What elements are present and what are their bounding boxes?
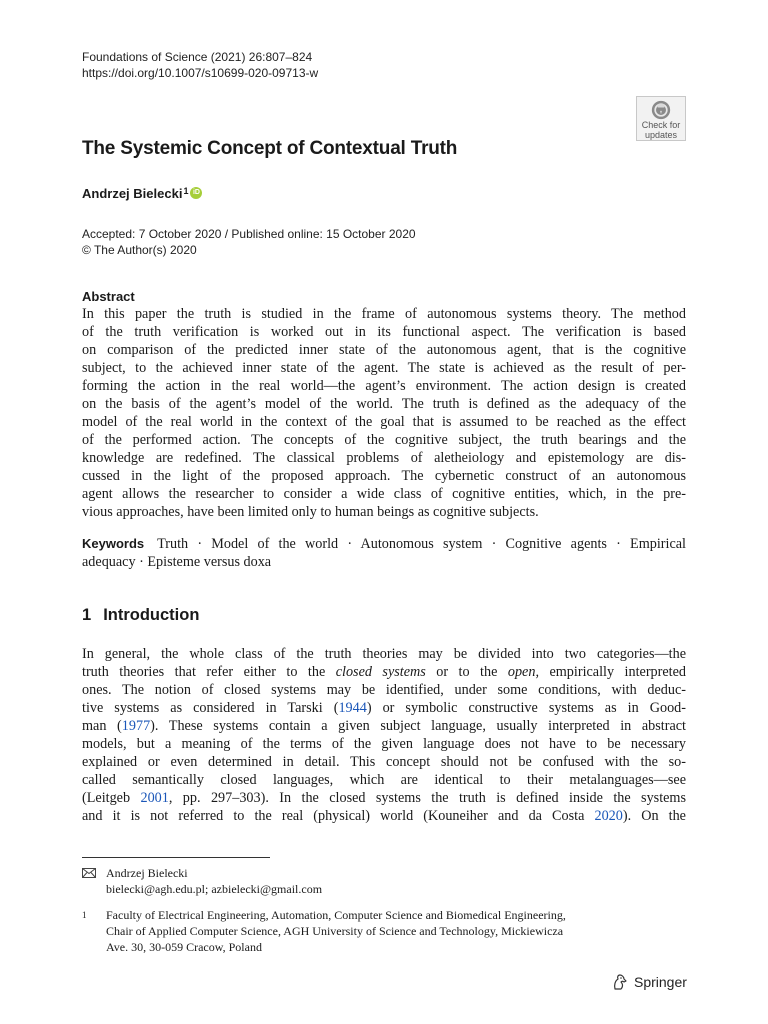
abstract-line: knowledge are redefined. The classical problems of aletheiology and epistemology are dis- [82, 450, 686, 466]
contact-emails[interactable]: bielecki@agh.edu.pl; azbielecki@gmail.com [106, 882, 323, 896]
abstract-line: of the performed action. The concepts of the cognitive subject, the truth bearings and the [82, 432, 686, 448]
springer-horse-icon [611, 973, 629, 991]
intro-line: (Leitgeb 2001, pp. 297–303). In the closed systems the truth is defined inside the systems [82, 790, 686, 806]
intro-line: In general, the whole class of the truth theories may be divided into two categories—the [82, 646, 686, 662]
keywords-line-1: Truth · Model of the world · Autonomous system · Cognitive agents · Empirical [157, 536, 686, 552]
doi-link[interactable]: https://doi.org/10.1007/s10699-020-09713-w [82, 66, 319, 80]
intro-line: called semantically closed languages, which are identical to their metalanguages—see [82, 772, 686, 788]
section-heading [82, 606, 199, 625]
affiliation-line: Chair of Applied Computer Science, AGH University of Science and Technology, Mickiewicza [106, 924, 564, 938]
section-title: Introduction [103, 606, 200, 624]
abstract-line: on the basis of the agent’s model of the world. The truth is defined as the adequacy of the [82, 396, 686, 412]
abstract-line: of the truth verification is worked out in its functional aspect. The verification is based [82, 324, 686, 340]
keywords-line-2: adequacy · Episteme versus doxa [82, 554, 272, 570]
citation-link[interactable]: 2001 [140, 790, 169, 806]
publisher-name: Springer [634, 974, 687, 990]
badge-line-2: updates [644, 130, 678, 140]
keywords-label: Keywords [82, 536, 145, 551]
affiliation-line: Faculty of Electrical Engineering, Automation, Computer Science and Biomedical Engineering, [106, 908, 566, 922]
intro-line: explained or even determined in detail. This concept should not be confused with the so- [82, 754, 686, 770]
introduction-body [82, 645, 686, 825]
citation-link[interactable]: 1977 [121, 718, 151, 734]
check-for-updates-icon [649, 100, 673, 120]
intro-line: man (1977). These systems contain a given subject language, usually interpreted in abstract [82, 718, 686, 734]
abstract-line: agent allows the researcher to consider a wide class of cognitive entities, which, in the pre- [82, 486, 686, 502]
abstract-line: forming the action in the real world—the agent’s environment. The action design is created [82, 378, 686, 394]
abstract-body [82, 305, 686, 521]
intro-line: tive systems as considered in Tarski (1944) or symbolic constructive systems as in Good- [82, 700, 686, 716]
abstract-line: cussed in the light of the proposed approach. The cybernetic construct of an autonomous [82, 468, 686, 484]
intro-line: truth theories that refer either to the closed systems or to the open, empirically interpreted [82, 664, 686, 680]
italic-term: open, [507, 664, 539, 680]
envelope-icon [82, 868, 96, 878]
keywords-block [82, 535, 686, 571]
author-line [82, 186, 202, 201]
abstract-heading: Abstract [82, 289, 135, 304]
citation-link[interactable]: 1944 [338, 700, 367, 716]
footnote-divider [82, 857, 270, 858]
italic-term: closed systems [335, 664, 426, 680]
accepted-published-line: Accepted: 7 October 2020 / Published online: 15 October 2020 [82, 227, 416, 241]
badge-line-1: Check for [641, 120, 681, 130]
intro-line: models, but a meaning of the terms of the given language does not have to be necessary [82, 736, 686, 752]
affiliation-mark: 1 [82, 910, 87, 920]
abstract-line: subject, to the achieved inner state of the agent. The state is achieved as the result of per- [82, 360, 686, 376]
abstract-line: on comparison of the predicted inner state of the autonomous agent, that is the cognitive [82, 342, 686, 358]
journal-citation: Foundations of Science (2021) 26:807–824 [82, 50, 313, 64]
affiliation-line: Ave. 30, 30-059 Cracow, Poland [106, 940, 262, 954]
check-for-updates-badge[interactable] [636, 96, 686, 141]
intro-line: ones. The notion of closed systems may be identified, under some conditions, with deduc- [82, 682, 686, 698]
copyright-line: © The Author(s) 2020 [82, 243, 197, 257]
abstract-line: In this paper the truth is studied in the frame of autonomous systems theory. The method [82, 306, 686, 322]
abstract-line: model of the real world in the context of the goal that is assumed to be reached as the effect [82, 414, 686, 430]
author-name[interactable]: Andrzej Bielecki [82, 186, 183, 201]
publication-dates [82, 226, 416, 258]
paper-title: The Systemic Concept of Contextual Truth [82, 138, 458, 159]
contact-name: Andrzej Bielecki [106, 866, 188, 880]
abstract-line: vious approaches, have been limited only to human beings as cognitive subjects. [82, 504, 539, 520]
intro-line: and it is not referred to the real (physical) world (Kouneiher and da Costa 2020). On the [82, 808, 686, 824]
author-affil-mark: 1 [183, 186, 189, 196]
journal-header [82, 49, 318, 81]
citation-link[interactable]: 2020 [594, 808, 623, 824]
section-number: 1 [82, 606, 92, 624]
orcid-icon[interactable]: iD [190, 187, 202, 199]
publisher-logo [611, 973, 687, 991]
